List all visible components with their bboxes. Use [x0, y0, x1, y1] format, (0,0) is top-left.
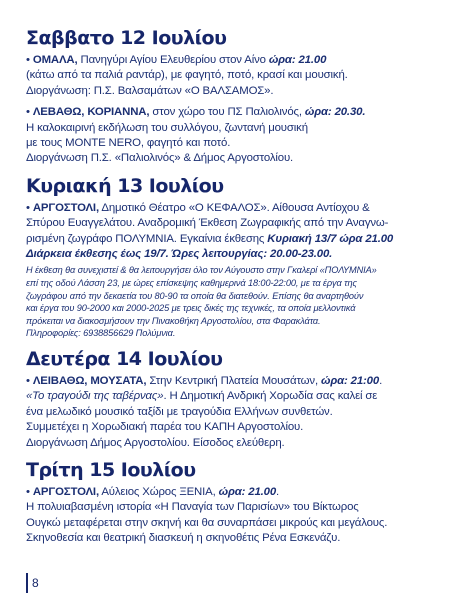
event-omala	[26, 53, 442, 99]
bullet: •	[26, 375, 33, 388]
event-text: ρισμένη ζωγράφο ΠΟΛΥΜΝΙΑ. Εγκαίνια έκθεσης	[26, 232, 268, 245]
note-line: ζωγράφου από την δεκαετία του 80-90 τα οποία θα διατεθούν. Επίσης θα αναρτηθούν	[26, 290, 364, 301]
event-leivatho-mousata	[26, 374, 442, 451]
event-place: ΟΜΑΛΑ,	[32, 54, 78, 66]
event-text: .	[276, 486, 280, 499]
day-heading-saturday: Σαββατο 12 Ιουλίου	[26, 27, 227, 49]
event-line: με τους MONTE NERO, φαγητό και ποτό.	[26, 137, 231, 150]
event-place: ΛΕΙΒΑΘΩ, ΜΟΥΣΑΤΑ,	[32, 375, 147, 388]
event-argostoli-exhibition	[26, 201, 442, 340]
bullet: •	[26, 201, 33, 214]
exhibition-note	[26, 264, 442, 340]
event-text: . Η Δημοτική Ανδρική Χορωδία σας καλεί σε	[163, 390, 378, 403]
event-line	[26, 105, 442, 120]
day-heading-monday: Δευτέρα 14 Ιουλίου	[26, 348, 223, 371]
footer-rule	[26, 573, 28, 593]
event-text: Δημοτικό Θέατρο «Ο ΚΕΦΑΛΟΣ». Αίθουσα Αντίοχου &	[98, 201, 370, 214]
event-line: (κάτω από τα παλιά ραντάρ), με φαγητό, ποτό, κρασί και μουσική.	[26, 69, 348, 82]
note-info: Πληροφορίες: 6938856629 Πολύμνια.	[26, 328, 176, 339]
event-text: στον χώρο του ΠΣ Παλιολινός,	[149, 106, 305, 119]
event-time: ώρα: 21:00	[321, 375, 380, 388]
event-line	[26, 374, 442, 389]
event-place: ΑΡΓΟΣΤΟΛΙ,	[32, 201, 99, 214]
event-show-title: «Το τραγούδι της ταβέρνας»	[26, 390, 164, 403]
event-opening-time: Κυριακή 13/7 ώρα 21.00	[267, 232, 394, 245]
event-listing	[26, 26, 442, 553]
day-heading-tuesday: Τρίτη 15 Ιουλίου	[26, 459, 196, 482]
event-line	[26, 389, 442, 404]
note-line: πρόκειται να διακοσμήσουν την Πινακοθήκη Αργοστολίου, στα Φαρακλάτα.	[26, 315, 321, 326]
note-line: επί της οδού Λάσση 23, με ώρες επίσκεψης καθημερινά 18:00-22:00, με τα έργα της	[26, 278, 357, 289]
event-line: ένα μελωδικό μουσικό ταξίδι με τραγούδια Ελλήνων συνθετών.	[26, 405, 333, 418]
event-line	[26, 201, 442, 216]
event-place: ΛΕΒΑΘΩ, ΚΟΡΙΑΝΝΑ,	[32, 106, 150, 119]
page-number: 8	[32, 576, 39, 590]
event-argostoli-xenia	[26, 485, 442, 547]
bullet: •	[26, 486, 33, 499]
event-organizer: Διοργάνωση Δήμος Αργοστολίου. Είσοδος ελεύθερη.	[26, 436, 285, 449]
event-line: Σκηνοθεσία και θεατρική διασκευή η σκηνοθέτις Ρένα Εσκενάζυ.	[26, 532, 341, 545]
event-text: Αύλειος Χώρος ΞΕΝΙΑ,	[98, 486, 219, 499]
event-line	[26, 232, 442, 247]
event-line	[26, 485, 442, 500]
event-time: ώρα: 21.00	[218, 486, 277, 499]
bullet: •	[26, 106, 33, 119]
note-line: Η έκθεση θα συνεχιστεί & θα λειτουργήσει όλο τον Αύγουστο στην Γκαλερί «ΠΟΛΥΜΝΙΑ»	[26, 265, 377, 276]
event-levatho-korianna	[26, 105, 442, 167]
event-line: Συμμετέχει η Χορωδιακή παρέα του ΚΑΠΗ Αργοστολίου.	[26, 421, 304, 434]
event-time: ώρα: 20.30.	[304, 106, 366, 119]
event-line	[26, 53, 442, 68]
event-time: ώρα: 21.00	[268, 54, 327, 66]
event-line: Ουγκώ μεταφέρεται στην σκηνή και θα συναρπάσει μικρούς και μεγάλους.	[26, 516, 388, 529]
event-line: Η καλοκαιρινή εκδήλωση του συλλόγου, ζωντανή μουσική	[26, 121, 308, 134]
event-text: Στην Κεντρική Πλατεία Μουσάτων,	[146, 375, 321, 388]
event-place: ΑΡΓΟΣΤΟΛΙ,	[32, 486, 99, 499]
event-text: .	[379, 375, 383, 388]
event-text: Πανηγύρι Αγίου Ελευθερίου στον Αίνο	[77, 54, 269, 66]
bullet: •	[26, 54, 33, 66]
event-line: Η πολυιαβασμένη ιστορία «Η Παναγία των Παρισίων» του Βίκτωρος	[26, 501, 359, 514]
event-organizer: Διοργάνωση: Π.Σ. Βαλσαμάτων «Ο ΒΑΛΣΑΜΟΣ».	[26, 84, 274, 97]
event-line: Σπύρου Ευαγγελάτου. Αναδρομική Έκθεση Ζωγραφικής από την Αναγνω-	[26, 217, 389, 230]
note-line: και έργα του 90-2000 και 2000-2025 με τρεις δικές της τεχνικές, τα οποία μελλοντικά	[26, 303, 356, 314]
day-heading-sunday: Κυριακή 13 Ιουλίου	[26, 174, 224, 197]
event-organizer: Διοργάνωση Π.Σ. «Παλιολινός» & Δήμος Αργοστολίου.	[26, 152, 294, 165]
event-duration: Διάρκεια έκθεσης έως 19/7. Ώρες λειτουργίας: 20.00-23.00.	[26, 248, 333, 261]
